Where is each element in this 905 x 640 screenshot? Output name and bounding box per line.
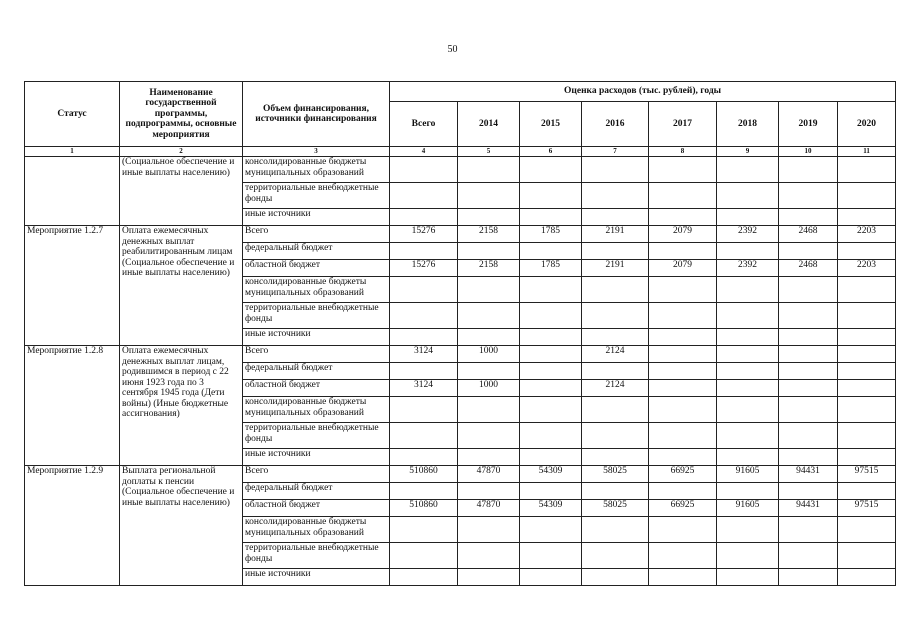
value-cell bbox=[838, 303, 896, 329]
value-cell: 510860 bbox=[390, 500, 458, 517]
header-name: Наименование государственной программы, подпрограммы, основные мероприятия bbox=[120, 82, 243, 147]
value-cell bbox=[390, 543, 458, 569]
value-cell bbox=[838, 423, 896, 449]
value-cell: 2191 bbox=[582, 260, 649, 277]
header-year: 2016 bbox=[582, 102, 649, 147]
value-cell bbox=[717, 209, 779, 226]
value-cell: 3124 bbox=[390, 346, 458, 363]
value-cell: 2158 bbox=[458, 226, 520, 243]
measure-name-cell: Оплата ежемесячных денежных выплат лицам, родившимся в период с 22 июня 1923 года по 3 сентября 1945 года (Дети войны) (Иные бюджетные ассигнования) bbox=[120, 346, 243, 466]
value-cell bbox=[390, 209, 458, 226]
value-cell: 2203 bbox=[838, 260, 896, 277]
value-cell bbox=[838, 517, 896, 543]
value-cell bbox=[458, 277, 520, 303]
value-cell bbox=[779, 380, 838, 397]
value-cell: 91605 bbox=[717, 500, 779, 517]
value-cell: 47870 bbox=[458, 466, 520, 483]
value-cell: 2158 bbox=[458, 260, 520, 277]
funding-source-cell: областной бюджет bbox=[243, 380, 390, 397]
column-index-row bbox=[25, 147, 896, 157]
status-cell: Мероприятие 1.2.8 bbox=[25, 346, 120, 466]
value-cell bbox=[582, 363, 649, 380]
value-cell bbox=[838, 449, 896, 466]
value-cell bbox=[520, 380, 582, 397]
value-cell bbox=[520, 157, 582, 183]
value-cell bbox=[717, 277, 779, 303]
value-cell: 2468 bbox=[779, 226, 838, 243]
value-cell bbox=[458, 423, 520, 449]
header-year: 2015 bbox=[520, 102, 582, 147]
column-index: 9 bbox=[717, 147, 779, 157]
value-cell bbox=[717, 449, 779, 466]
column-index: 11 bbox=[838, 147, 896, 157]
value-cell bbox=[390, 157, 458, 183]
value-cell bbox=[582, 397, 649, 423]
table-header bbox=[25, 82, 896, 157]
value-cell bbox=[779, 449, 838, 466]
value-cell bbox=[458, 449, 520, 466]
value-cell bbox=[838, 569, 896, 586]
value-cell bbox=[649, 329, 717, 346]
value-cell bbox=[520, 363, 582, 380]
value-cell bbox=[649, 243, 717, 260]
funding-source-cell: территориальные внебюджетные фонды bbox=[243, 183, 390, 209]
value-cell bbox=[458, 303, 520, 329]
value-cell bbox=[649, 569, 717, 586]
table-body bbox=[25, 157, 896, 586]
value-cell bbox=[717, 380, 779, 397]
value-cell bbox=[520, 423, 582, 449]
value-cell bbox=[717, 346, 779, 363]
value-cell bbox=[458, 243, 520, 260]
value-cell bbox=[582, 157, 649, 183]
value-cell bbox=[717, 243, 779, 260]
value-cell bbox=[838, 346, 896, 363]
funding-source-cell: иные источники bbox=[243, 209, 390, 226]
column-index: 1 bbox=[25, 147, 120, 157]
value-cell bbox=[717, 329, 779, 346]
measure-name-cell: Оплата ежемесячных денежных выплат реабилитированным лицам (Социальное обеспечение и иные выплаты населению) bbox=[120, 226, 243, 346]
value-cell bbox=[582, 329, 649, 346]
value-cell bbox=[717, 517, 779, 543]
value-cell bbox=[779, 423, 838, 449]
header-year: 2019 bbox=[779, 102, 838, 147]
value-cell bbox=[649, 183, 717, 209]
value-cell: 58025 bbox=[582, 466, 649, 483]
value-cell: 94431 bbox=[779, 466, 838, 483]
value-cell bbox=[390, 397, 458, 423]
value-cell bbox=[582, 209, 649, 226]
value-cell bbox=[838, 157, 896, 183]
table-row bbox=[25, 466, 896, 483]
funding-source-cell: иные источники bbox=[243, 329, 390, 346]
column-index: 4 bbox=[390, 147, 458, 157]
header-year: 2020 bbox=[838, 102, 896, 147]
value-cell: 15276 bbox=[390, 260, 458, 277]
value-cell: 2468 bbox=[779, 260, 838, 277]
value-cell bbox=[458, 569, 520, 586]
header-year: 2018 bbox=[717, 102, 779, 147]
header-year: Всего bbox=[390, 102, 458, 147]
column-index: 2 bbox=[120, 147, 243, 157]
funding-source-cell: областной бюджет bbox=[243, 260, 390, 277]
column-index: 7 bbox=[582, 147, 649, 157]
value-cell: 2392 bbox=[717, 226, 779, 243]
value-cell bbox=[779, 183, 838, 209]
value-cell bbox=[838, 483, 896, 500]
value-cell bbox=[390, 183, 458, 209]
value-cell bbox=[520, 543, 582, 569]
value-cell bbox=[458, 329, 520, 346]
funding-source-cell: консолидированные бюджеты муниципальных образований bbox=[243, 517, 390, 543]
value-cell: 54309 bbox=[520, 466, 582, 483]
value-cell: 1000 bbox=[458, 346, 520, 363]
value-cell bbox=[779, 543, 838, 569]
value-cell: 3124 bbox=[390, 380, 458, 397]
value-cell bbox=[390, 329, 458, 346]
status-cell bbox=[25, 157, 120, 226]
value-cell bbox=[390, 569, 458, 586]
value-cell: 15276 bbox=[390, 226, 458, 243]
value-cell bbox=[649, 346, 717, 363]
value-cell bbox=[390, 277, 458, 303]
value-cell bbox=[458, 157, 520, 183]
funding-source-cell: иные источники bbox=[243, 569, 390, 586]
value-cell bbox=[838, 363, 896, 380]
value-cell bbox=[390, 517, 458, 543]
value-cell bbox=[649, 157, 717, 183]
value-cell bbox=[582, 243, 649, 260]
funding-source-cell: федеральный бюджет bbox=[243, 243, 390, 260]
value-cell bbox=[717, 303, 779, 329]
value-cell: 91605 bbox=[717, 466, 779, 483]
value-cell bbox=[458, 183, 520, 209]
value-cell bbox=[582, 303, 649, 329]
header-year: 2017 bbox=[649, 102, 717, 147]
value-cell bbox=[520, 243, 582, 260]
value-cell bbox=[649, 543, 717, 569]
column-index: 6 bbox=[520, 147, 582, 157]
value-cell bbox=[838, 543, 896, 569]
value-cell bbox=[649, 517, 717, 543]
header-estimate: Оценка расходов (тыс. рублей), годы bbox=[390, 82, 896, 102]
value-cell: 2124 bbox=[582, 346, 649, 363]
value-cell bbox=[458, 363, 520, 380]
value-cell: 510860 bbox=[390, 466, 458, 483]
value-cell: 2079 bbox=[649, 260, 717, 277]
header-source: Объем финансирования, источники финансирования bbox=[243, 82, 390, 147]
value-cell bbox=[520, 483, 582, 500]
table-row bbox=[25, 226, 896, 243]
status-cell: Мероприятие 1.2.9 bbox=[25, 466, 120, 586]
value-cell bbox=[717, 483, 779, 500]
value-cell bbox=[582, 483, 649, 500]
value-cell bbox=[779, 277, 838, 303]
value-cell bbox=[520, 517, 582, 543]
value-cell: 66925 bbox=[649, 500, 717, 517]
funding-source-cell: консолидированные бюджеты муниципальных образований bbox=[243, 157, 390, 183]
value-cell bbox=[717, 397, 779, 423]
value-cell: 47870 bbox=[458, 500, 520, 517]
value-cell bbox=[649, 483, 717, 500]
funding-source-cell: областной бюджет bbox=[243, 500, 390, 517]
value-cell bbox=[520, 569, 582, 586]
value-cell: 66925 bbox=[649, 466, 717, 483]
value-cell bbox=[520, 303, 582, 329]
value-cell bbox=[520, 209, 582, 226]
value-cell bbox=[649, 380, 717, 397]
value-cell bbox=[520, 329, 582, 346]
page-number: 50 bbox=[447, 44, 458, 55]
value-cell: 58025 bbox=[582, 500, 649, 517]
value-cell bbox=[458, 209, 520, 226]
value-cell: 2079 bbox=[649, 226, 717, 243]
value-cell bbox=[779, 569, 838, 586]
value-cell: 2124 bbox=[582, 380, 649, 397]
value-cell bbox=[779, 243, 838, 260]
value-cell bbox=[838, 329, 896, 346]
value-cell bbox=[779, 483, 838, 500]
funding-source-cell: Всего bbox=[243, 346, 390, 363]
value-cell bbox=[582, 183, 649, 209]
value-cell bbox=[649, 209, 717, 226]
value-cell bbox=[458, 543, 520, 569]
value-cell bbox=[779, 363, 838, 380]
value-cell bbox=[390, 449, 458, 466]
value-cell bbox=[717, 363, 779, 380]
value-cell: 2392 bbox=[717, 260, 779, 277]
funding-source-cell: территориальные внебюджетные фонды bbox=[243, 423, 390, 449]
funding-source-cell: иные источники bbox=[243, 449, 390, 466]
value-cell bbox=[582, 517, 649, 543]
value-cell bbox=[458, 483, 520, 500]
value-cell: 1785 bbox=[520, 226, 582, 243]
value-cell bbox=[838, 380, 896, 397]
value-cell bbox=[838, 243, 896, 260]
value-cell bbox=[520, 277, 582, 303]
value-cell bbox=[649, 303, 717, 329]
value-cell bbox=[779, 157, 838, 183]
value-cell: 54309 bbox=[520, 500, 582, 517]
value-cell bbox=[390, 423, 458, 449]
value-cell bbox=[582, 449, 649, 466]
value-cell: 97515 bbox=[838, 466, 896, 483]
value-cell bbox=[649, 449, 717, 466]
value-cell bbox=[458, 397, 520, 423]
value-cell bbox=[838, 209, 896, 226]
value-cell bbox=[779, 517, 838, 543]
value-cell bbox=[779, 397, 838, 423]
status-cell: Мероприятие 1.2.7 bbox=[25, 226, 120, 346]
funding-source-cell: федеральный бюджет bbox=[243, 483, 390, 500]
measure-name-cell: (Социальное обеспечение и иные выплаты населению) bbox=[120, 157, 243, 226]
value-cell bbox=[390, 483, 458, 500]
table-row bbox=[25, 157, 896, 183]
value-cell bbox=[717, 157, 779, 183]
header-status: Статус bbox=[25, 82, 120, 147]
funding-source-cell: Всего bbox=[243, 466, 390, 483]
value-cell bbox=[649, 277, 717, 303]
column-index: 8 bbox=[649, 147, 717, 157]
value-cell bbox=[838, 397, 896, 423]
header-year: 2014 bbox=[458, 102, 520, 147]
value-cell bbox=[458, 517, 520, 543]
funding-source-cell: консолидированные бюджеты муниципальных образований bbox=[243, 277, 390, 303]
column-index: 5 bbox=[458, 147, 520, 157]
value-cell bbox=[717, 543, 779, 569]
value-cell bbox=[390, 303, 458, 329]
value-cell bbox=[649, 397, 717, 423]
value-cell bbox=[779, 303, 838, 329]
value-cell bbox=[717, 183, 779, 209]
value-cell bbox=[582, 543, 649, 569]
value-cell bbox=[520, 346, 582, 363]
value-cell bbox=[520, 449, 582, 466]
budget-table bbox=[24, 81, 896, 586]
column-index: 3 bbox=[243, 147, 390, 157]
value-cell bbox=[779, 346, 838, 363]
funding-source-cell: территориальные внебюджетные фонды bbox=[243, 303, 390, 329]
value-cell bbox=[649, 363, 717, 380]
value-cell bbox=[582, 569, 649, 586]
value-cell bbox=[838, 277, 896, 303]
value-cell bbox=[520, 397, 582, 423]
value-cell bbox=[582, 423, 649, 449]
funding-source-cell: Всего bbox=[243, 226, 390, 243]
value-cell bbox=[717, 423, 779, 449]
funding-source-cell: федеральный бюджет bbox=[243, 363, 390, 380]
funding-source-cell: консолидированные бюджеты муниципальных образований bbox=[243, 397, 390, 423]
value-cell bbox=[779, 329, 838, 346]
column-index: 10 bbox=[779, 147, 838, 157]
value-cell bbox=[838, 183, 896, 209]
value-cell bbox=[717, 569, 779, 586]
value-cell bbox=[390, 363, 458, 380]
value-cell: 1785 bbox=[520, 260, 582, 277]
value-cell bbox=[582, 277, 649, 303]
value-cell: 94431 bbox=[779, 500, 838, 517]
value-cell bbox=[390, 243, 458, 260]
measure-name-cell: Выплата региональной доплаты к пенсии (Социальное обеспечение и иные выплаты населению) bbox=[120, 466, 243, 586]
funding-source-cell: территориальные внебюджетные фонды bbox=[243, 543, 390, 569]
value-cell bbox=[520, 183, 582, 209]
value-cell bbox=[779, 209, 838, 226]
value-cell: 2203 bbox=[838, 226, 896, 243]
table-row bbox=[25, 346, 896, 363]
value-cell: 97515 bbox=[838, 500, 896, 517]
value-cell: 1000 bbox=[458, 380, 520, 397]
value-cell bbox=[649, 423, 717, 449]
value-cell: 2191 bbox=[582, 226, 649, 243]
